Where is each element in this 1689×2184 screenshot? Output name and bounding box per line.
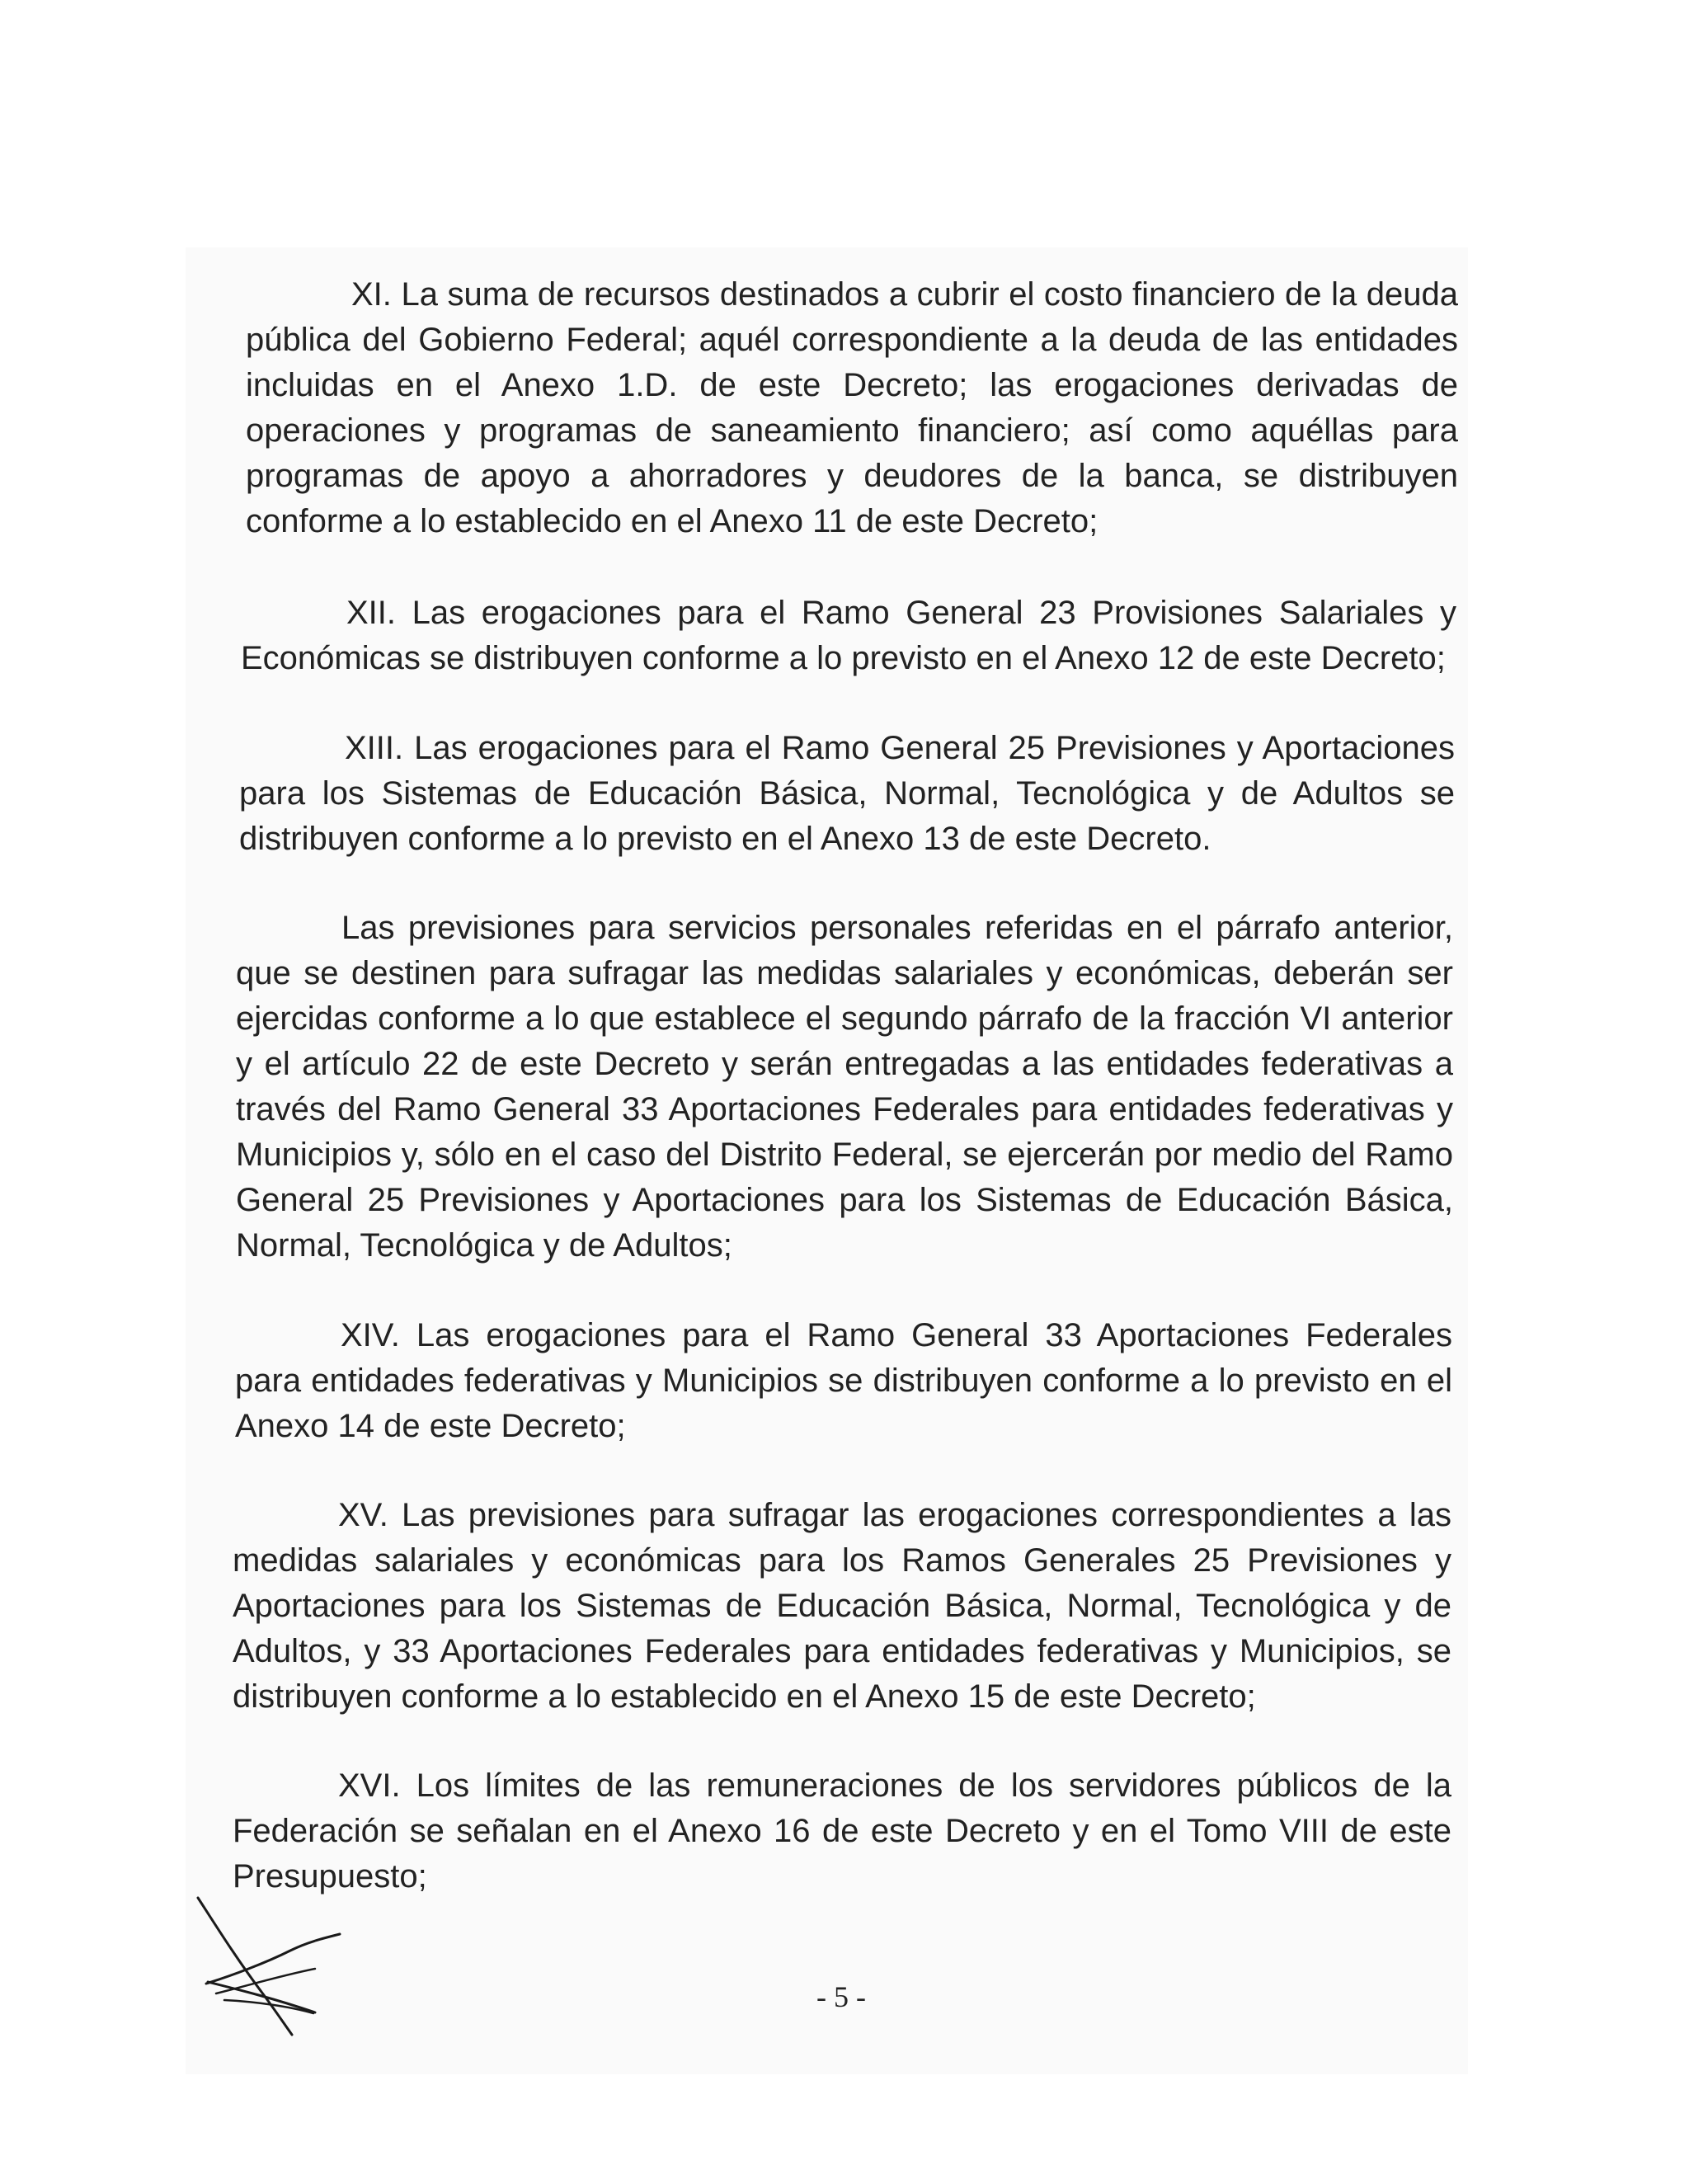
paragraph-fraction-xiii: XIII. Las erogaciones para el Ramo General 25 Previsiones y Aportaciones para los Sistemas de Educación Básica, Normal, Tecnológica y de Adultos se distribuyen conforme a lo previsto en el Anexo 13 de este Decreto.: [239, 730, 1455, 857]
paragraph-fraction-xv: XV. Las previsiones para sufragar las erogaciones correspondientes a las medidas salariales y económicas para los Ramos Generales 25 Previsiones y Aportaciones para los Sistemas de Educación Básica, Normal, Tecnológica y de Adultos, y 33 Aportaciones Federales para entidades federativas y Municipios, se distribuyen conforme a lo establecido en el Anexo 15 de este Decreto;: [233, 1497, 1451, 1715]
paragraph-fraction-xvi: XVI. Los límites de las remuneraciones de los servidores públicos de la Federación se señalan en el Anexo 16 de este Decreto y en el Tomo VIII de este Presupuesto;: [233, 1767, 1451, 1895]
paragraph-previsiones: Las previsiones para servicios personales referidas en el párrafo anterior, que se destinen para sufragar las medidas salariales y económicas, deberán ser ejercidas conforme a lo que establece el segundo párrafo de la fracción VI anterior y el artículo 22 de este Decreto y serán entregadas a las entidades federativas a través del Ramo General 33 Aportaciones Federales para entidades federativas y Municipios y, sólo en el caso del Distrito Federal, se ejercerán por medio del Ramo General 25 Previsiones y Aportaciones para los Sistemas de Educación Básica, Normal, Tecnológica y de Adultos;: [236, 910, 1453, 1264]
paragraph-fraction-xii: XII. Las erogaciones para el Ramo General 23 Provisiones Salariales y Económicas se distribuyen conforme a lo previsto en el Anexo 12 de este Decreto;: [241, 595, 1456, 676]
handwritten-signature: [191, 1893, 348, 2037]
paragraph-fraction-xiv: XIV. Las erogaciones para el Ramo General 33 Aportaciones Federales para entidades federativas y Municipios se distribuyen conforme a lo previsto en el Anexo 14 de este Decreto;: [235, 1317, 1452, 1444]
page-number: - 5 -: [816, 1980, 866, 2013]
paragraph-fraction-xi: XI. La suma de recursos destinados a cubrir el costo financiero de la deuda pública del Gobierno Federal; aquél correspondiente a la deuda de las entidades incluidas en el Anexo 1.D. de este Decreto; las erogaciones derivadas de operaciones y programas de saneamiento financiero; así como aquéllas para programas de apoyo a ahorradores y deudores de la banca, se distribuyen conforme a lo establecido en el Anexo 11 de este Decreto;: [246, 276, 1458, 539]
